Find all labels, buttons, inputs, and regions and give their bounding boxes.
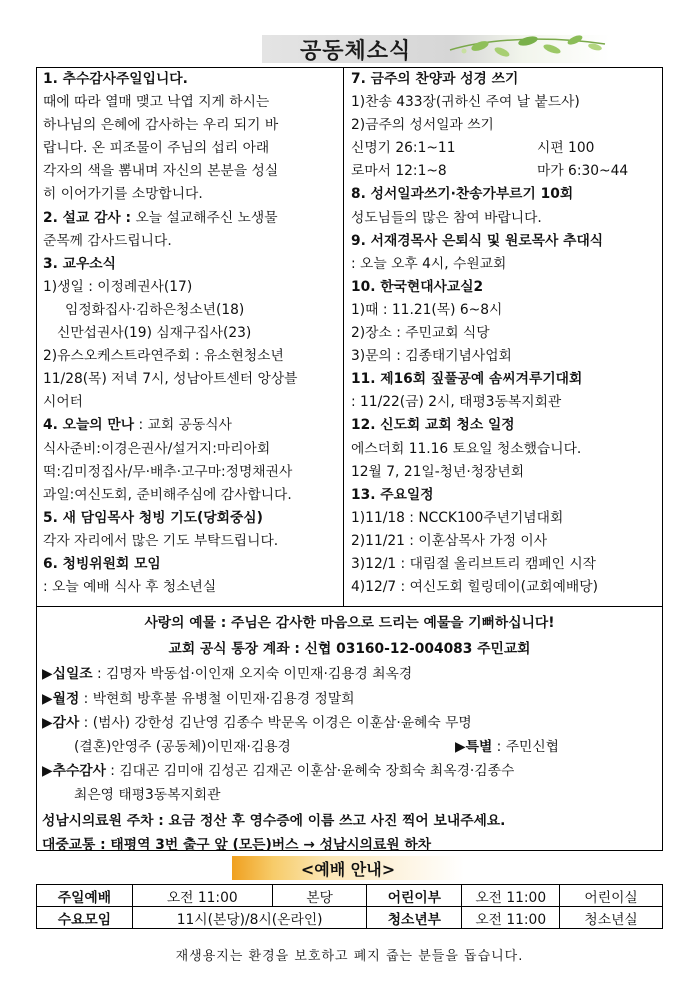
table-cell: 청소년실 <box>560 907 663 929</box>
item-text: 각자의 색을 뽐내며 자신의 본분을 성실 <box>43 163 279 180</box>
item-text: 과일:여신도회, 준비해주심에 감사합니다. <box>43 486 292 503</box>
item-text: 하나님의 은혜에 감사하는 우리 되기 바 <box>43 117 279 134</box>
item-text: 1)11/18 : NCCK100주년기념대회 <box>351 509 564 526</box>
list-item <box>351 438 661 461</box>
list-item <box>351 160 661 183</box>
table-row <box>37 885 663 907</box>
footer-note: 재생용지는 환경을 보호하고 폐지 줍는 분들을 돕습니다. <box>175 949 524 964</box>
table-cell: 오전 11:00 <box>462 885 560 907</box>
list-item <box>43 91 339 114</box>
item-text: 랍니다. 온 피조물이 주님의 섭리 아래 <box>43 140 270 157</box>
list-item <box>351 576 661 599</box>
list-item <box>43 253 339 276</box>
worship-schedule-table <box>36 884 663 929</box>
list-item <box>43 507 339 530</box>
harvest-label: ▶추수감사 <box>42 763 106 779</box>
item-text: 2)유스오케스트라연주회 : 유소현청소년 <box>43 348 284 365</box>
list-item <box>351 322 661 345</box>
tithe-names: : 김명자 박동섭·이인재 오지숙 이민재·김용경 최옥경 <box>92 666 413 682</box>
item-text: 10. 한국현대사교실2 <box>351 278 484 295</box>
item-text: 6. 청빙위원회 모임 <box>43 555 161 572</box>
item-text: : 오늘 예배 식사 후 청소년실 <box>43 579 217 596</box>
item-text: 시어터 <box>43 394 83 411</box>
item-text: 떡:김미정집사/무·배추·고구마:정명채권사 <box>43 463 293 480</box>
list-item <box>351 253 661 276</box>
list-item <box>351 230 661 253</box>
list-item <box>351 276 661 299</box>
item-text: 8. 성서일과쓰기·찬송가부르기 10회 <box>351 186 574 203</box>
item-text: 식사준비:이경은권사/설거지:마리아회 <box>43 440 271 457</box>
list-item <box>351 484 661 507</box>
item-text: 임정화집사·김하은청소년(18) <box>65 301 245 318</box>
list-item <box>351 530 661 553</box>
item-text: 신명기 26:1~11 <box>351 140 456 157</box>
thanks-names: : (범사) 강한성 김난영 김종수 박문옥 이경은 이훈삼·윤혜숙 무명 <box>79 715 472 731</box>
table-cell: 본당 <box>272 885 367 907</box>
item-heading: 2. 설교 감사 : <box>43 209 132 226</box>
table-cell: 수요모임 <box>37 907 133 929</box>
left-news-column <box>43 68 339 599</box>
item-text: 4)12/7 : 여신도회 힐링데이(교회예배당) <box>351 579 598 596</box>
item-text: 때에 따라 열매 맺고 낙엽 지게 하시는 <box>43 94 270 111</box>
list-item <box>351 299 661 322</box>
tithe-line <box>42 662 412 682</box>
monthly-label: ▶월정 <box>42 691 80 707</box>
list-item <box>351 183 661 206</box>
monthly-names: : 박현희 방후불 유병철 이민재·김용경 정말희 <box>79 691 355 707</box>
list-item <box>43 276 339 299</box>
list-item <box>43 414 339 437</box>
item-text: 오늘 설교해주신 노생물 <box>131 209 278 226</box>
table-cell: 어린이부 <box>367 885 462 907</box>
item-heading: 4. 오늘의 만나 <box>43 417 135 434</box>
list-item <box>43 484 339 507</box>
list-item <box>43 137 339 160</box>
list-item <box>43 230 339 253</box>
table-cell: 오전 11:00 <box>462 907 560 929</box>
item-text: 9. 서재경목사 은퇴식 및 원로목사 추대식 <box>351 232 604 249</box>
page-title: 공동체소식 <box>300 39 412 64</box>
item-text: 1)생일 : 이정례권사(17) <box>43 278 193 295</box>
table-cell: 주일예배 <box>37 885 133 907</box>
item-text: 에스더회 11.16 토요일 청소했습니다. <box>351 440 582 457</box>
list-item <box>43 114 339 137</box>
item-text: 로마서 12:1~8 <box>351 163 447 180</box>
monthly-line <box>42 687 355 707</box>
list-item <box>43 530 339 553</box>
list-item <box>351 114 661 137</box>
item-text: 2)11/21 : 이훈삼목사 가정 이사 <box>351 532 548 549</box>
list-item <box>43 68 339 91</box>
tithe-label: ▶십일조 <box>42 666 93 682</box>
table-cell: 오전 11:00 <box>132 885 272 907</box>
special-label: ▶특별 <box>455 739 493 755</box>
item-text: 5. 새 담임목사 청빙 기도(당회중심) <box>43 509 263 526</box>
list-item <box>43 461 339 484</box>
item-text: 11/28(목) 저녁 7시, 성남아트센터 앙상블 <box>43 371 298 388</box>
special-names: : 주민신협 <box>492 739 560 755</box>
item-text: 1)때 : 11.21(목) 6~8시 <box>351 301 503 318</box>
thanks-line-2: (결혼)안영주 (공동체)이민재·김용경 <box>74 739 291 755</box>
right-news-column <box>351 68 661 599</box>
list-item <box>43 207 339 230</box>
list-item <box>43 183 339 206</box>
item-text-right: 마가 6:30~44 <box>537 163 629 180</box>
list-item <box>43 576 339 599</box>
item-text: : 교회 공동식사 <box>134 417 232 434</box>
list-item <box>351 91 661 114</box>
item-text: 1. 추수감사주일입니다. <box>43 71 188 87</box>
list-item <box>351 345 661 368</box>
item-text: 13. 주요일정 <box>351 486 434 503</box>
item-text: 3)12/1 : 대림절 올리브트리 캠페인 시작 <box>351 555 596 572</box>
item-text: 2)금주의 성서일과 쓰기 <box>351 117 494 134</box>
item-text: 3. 교우소식 <box>43 255 116 272</box>
list-item <box>351 137 661 160</box>
item-text: 12월 7, 21일-청년·청장년회 <box>351 463 525 480</box>
list-item <box>43 160 339 183</box>
item-text: : 11/22(금) 2시, 태평3동복지회관 <box>351 394 562 411</box>
offering-headline: 사랑의 예물 : 주님은 감사한 마음으로 드리는 예물을 기뻐하십니다! <box>144 615 555 631</box>
list-item <box>351 368 661 391</box>
parking-notice: 성남시의료원 주차 : 요금 정산 후 영수증에 이름 쓰고 사진 찍어 보내주세요. <box>42 813 506 829</box>
thanks-line <box>42 711 472 731</box>
list-item <box>351 68 661 91</box>
list-item <box>351 553 661 576</box>
list-item <box>43 368 339 391</box>
table-cell: 어린이실 <box>560 885 663 907</box>
list-item <box>43 322 339 345</box>
column-divider <box>343 67 344 607</box>
item-text: 각자 자리에서 많은 기도 부탁드립니다. <box>43 532 279 549</box>
special-line <box>455 735 559 755</box>
item-text: 2)장소 : 주민교회 식당 <box>351 325 490 342</box>
harvest-line-2: 최은영 태평3동복지회관 <box>74 787 221 803</box>
thanks-label: ▶감사 <box>42 715 80 731</box>
list-item <box>43 391 339 414</box>
list-item <box>43 553 339 576</box>
item-text: 1)찬송 433장(귀하신 주여 날 붙드사) <box>351 94 580 111</box>
table-row <box>37 907 663 929</box>
bank-account: 교회 공식 통장 계좌 : 신협 03160-12-004083 주민교회 <box>168 641 531 657</box>
harvest-names: : 김대곤 김미애 김성곤 김재곤 이훈삼·윤혜숙 장희숙 최옥경·김종수 <box>105 763 515 779</box>
list-item <box>43 345 339 368</box>
list-item <box>43 438 339 461</box>
worship-title: <예배 안내> <box>300 860 396 879</box>
item-text: 히 이어가기를 소망합니다. <box>43 186 203 203</box>
list-item <box>351 207 661 230</box>
leaf-decoration-icon <box>440 30 610 66</box>
table-cell: 11시(본당)/8시(온라인) <box>132 907 367 929</box>
item-text-right: 시편 100 <box>537 140 595 157</box>
harvest-line <box>42 759 514 779</box>
list-item <box>351 461 661 484</box>
item-text: 준목께 감사드립니다. <box>43 232 172 249</box>
list-item <box>351 414 661 437</box>
item-text: 12. 신도회 교회 청소 일정 <box>351 417 515 434</box>
item-text: 7. 금주의 찬양과 성경 쓰기 <box>351 71 519 87</box>
list-item <box>351 507 661 530</box>
item-text: 11. 제16회 짚풀공예 솜씨겨루기대회 <box>351 371 583 388</box>
item-text: : 오늘 오후 4시, 수원교회 <box>351 255 507 272</box>
item-text: 3)문의 : 김종태기념사업회 <box>351 348 512 365</box>
list-item <box>351 391 661 414</box>
item-text: 성도님들의 많은 참여 바랍니다. <box>351 209 542 226</box>
list-item <box>43 299 339 322</box>
item-text: 신만섭권사(19) 심재구집사(23) <box>57 325 252 342</box>
table-cell: 청소년부 <box>367 907 462 929</box>
transit-notice: 대중교통 : 태평역 3번 출구 앞 (모든)버스 → 성남시의료원 하차 <box>42 837 432 853</box>
